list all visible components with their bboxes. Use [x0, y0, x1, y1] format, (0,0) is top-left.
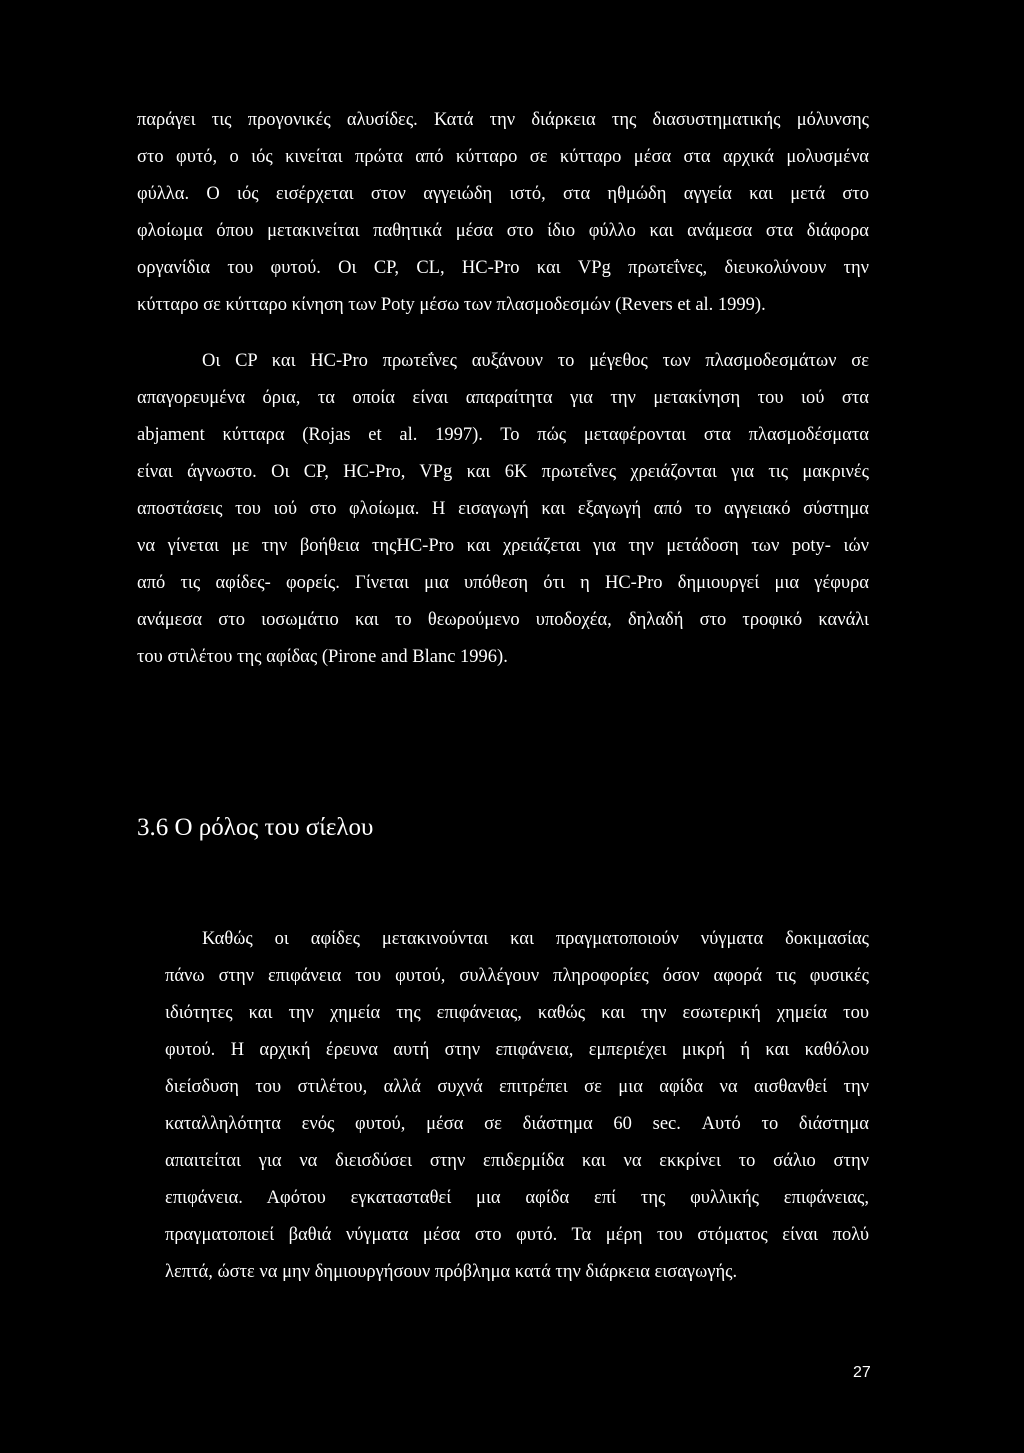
text-line: φλοίωμα όπου μετακινείται παθητικά μέσα στο ίδιο φύλλο και ανάμεσα στα διάφορα	[137, 221, 869, 241]
text-line: στο φυτό, ο ιός κινείται πρώτα από κύτταρο σε κύτταρο μέσα στα αρχικά μολυσμένα	[137, 147, 869, 167]
text-line: φύλλα. Ο ιός εισέρχεται στον αγγειώδη ιστό, στα ηθμώδη αγγεία και μετά στο	[137, 184, 869, 204]
text-line: διείσδυση του στιλέτου, αλλά συχνά επιτρέπει σε μια αφίδα να αισθανθεί την	[165, 1077, 869, 1097]
text-line: παράγει τις προγονικές αλυσίδες. Κατά την διάρκεια της διασυστηματικής μόλυνσης	[137, 110, 869, 130]
text-line: κύτταρο σε κύτταρο κίνηση των Poty μέσω των πλασμοδεσμών (Revers et al. 1999).	[137, 295, 766, 315]
text-line: Οι CP και HC-Pro πρωτεΐνες αυξάνουν το μέγεθος των πλασμοδεσμάτων σε	[202, 351, 869, 371]
text-line: απαγορευμένα όρια, τα οποία είναι απαραίτητα για την μετακίνηση του ιού στα	[137, 388, 869, 408]
text-line: ανάμεσα στο ιοσωμάτιο και το θεωρούμενο υποδοχέα, δηλαδή στο τροφικό κανάλι	[137, 610, 869, 630]
text-line: οργανίδια του φυτού. Οι CP, CL, HC-Pro και VPg πρωτεΐνες, διευκολύνουν την	[137, 258, 869, 278]
text-line: από τις αφίδες- φορείς. Γίνεται μια υπόθεση ότι η HC-Pro δημιουργεί μια γέφυρα	[137, 573, 869, 593]
text-line: αποστάσεις του ιού στο φλοίωμα. Η εισαγωγή και εξαγωγή από το αγγειακό σύστημα	[137, 499, 869, 519]
text-line: του στιλέτου της αφίδας (Pirone and Blanc 1996).	[137, 647, 508, 667]
text-line: καταλληλότητα ενός φυτού, μέσα σε διάστημα 60 sec. Αυτό το διάστημα	[165, 1114, 869, 1134]
text-line: abjament κύτταρα (Rojas et al. 1997). Το πώς μεταφέρονται στα πλασμοδέσματα	[137, 425, 869, 445]
text-line: να γίνεται με την βοήθεια τηςHC-Pro και χρειάζεται για την μετάδοση των poty- ιών	[137, 536, 869, 556]
text-line: είναι άγνωστο. Οι CP, HC-Pro, VPg και 6K πρωτεΐνες χρειάζονται για τις μακρινές	[137, 462, 869, 482]
text-line: απαιτείται για να διεισδύσει στην επιδερμίδα και να εκκρίνει το σάλιο στην	[165, 1151, 869, 1171]
text-line: επιφάνεια. Αφότου εγκατασταθεί μια αφίδα επί της φυλλικής επιφάνειας,	[165, 1188, 869, 1208]
text-line: ιδιότητες και την χημεία της επιφάνειας, καθώς και την εσωτερική χημεία του	[165, 1003, 869, 1023]
text-line: πάνω στην επιφάνεια του φυτού, συλλέγουν πληροφορίες όσον αφορά τις φυσικές	[165, 966, 869, 986]
text-line: Καθώς οι αφίδες μετακινούνται και πραγματοποιούν νύγματα δοκιμασίας	[202, 929, 869, 949]
text-line: πραγματοποιεί βαθιά νύγματα μέσα στο φυτό. Τα μέρη του στόματος είναι πολύ	[165, 1225, 869, 1245]
page-number: 27	[853, 1364, 871, 1381]
text-line: φυτού. Η αρχική έρευνα αυτή στην επιφάνεια, εμπεριέχει μικρή ή και καθόλου	[165, 1040, 869, 1060]
section-heading: 3.6 Ο ρόλος του σίελου	[137, 814, 374, 841]
text-line: λεπτά, ώστε να μην δημιουργήσουν πρόβλημα κατά την διάρκεια εισαγωγής.	[165, 1262, 738, 1282]
